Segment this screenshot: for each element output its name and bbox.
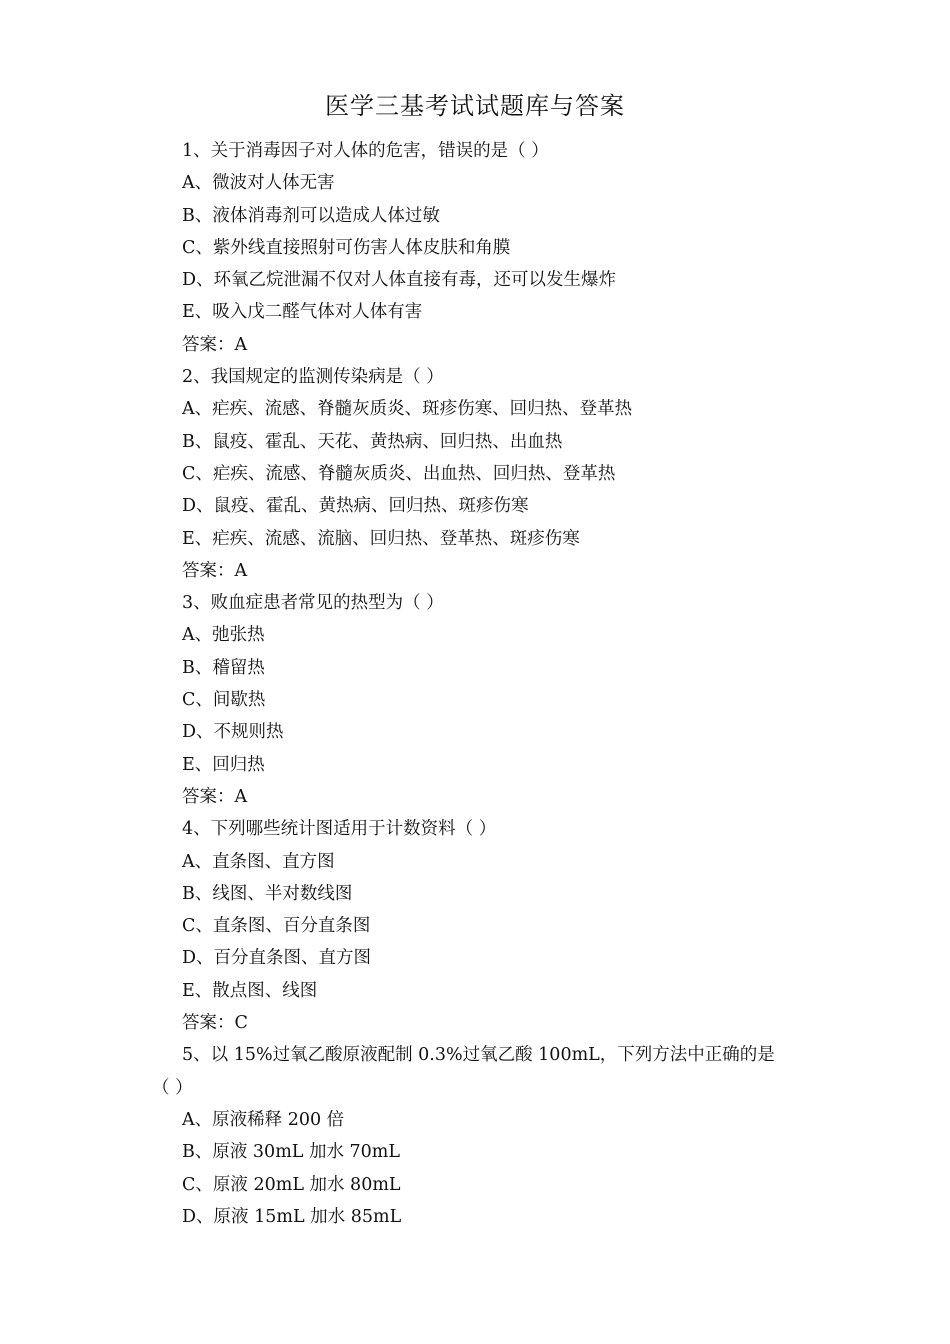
question-4-option-d: D、百分直条图、直方图 [182,948,372,969]
question-2-option-d: D、鼠疫、霍乱、黄热病、回归热、斑疹伤寒 [182,496,529,517]
question-1-option-e: E、吸入戊二醛气体对人体有害 [182,302,423,323]
question-2-option-a: A、疟疾、流感、脊髓灰质炎、斑疹伤寒、回归热、登革热 [182,399,633,420]
question-3-option-e: E、回归热 [182,754,265,775]
question-5-option-c: C、原液 20mL 加水 80mL [182,1174,401,1195]
question-1-option-d: D、环氧乙烷泄漏不仅对人体直接有毒，还可以发生爆炸 [182,270,617,291]
question-2-stem: 2、我国规定的监测传染病是（ ） [182,367,444,388]
question-1-option-c: C、紫外线直接照射可伤害人体皮肤和角膜 [182,237,511,258]
question-1-stem: 1、关于消毒因子对人体的危害，错误的是（ ） [182,141,549,161]
question-5-option-b: B、原液 30mL 加水 70mL [182,1142,401,1163]
question-5-stem: 5、以 15%过氧乙酸原液配制 0.3%过氧乙酸 100mL，下列方法中正确的是 [182,1045,775,1066]
question-2-answer: 答案：A [182,560,248,581]
question-1-option-a: A、微波对人体无害 [182,173,335,194]
question-4-stem: 4、下列哪些统计图适用于计数资料（ ） [182,819,497,840]
question-3-answer: 答案：A [182,786,248,807]
question-2-option-b: B、鼠疫、霍乱、天花、黄热病、回归热、出血热 [182,431,563,452]
question-3-option-c: C、间歇热 [182,690,266,711]
question-5-stem-continuation: （ ） [152,1077,193,1098]
question-3-option-b: B、稽留热 [182,657,265,678]
question-2-option-e: E、疟疾、流感、流脑、回归热、登革热、斑疹伤寒 [182,528,580,549]
document-body [152,135,792,1233]
question-1-answer: 答案：A [182,334,248,355]
question-5-option-a: A、原液稀释 200 倍 [182,1109,345,1130]
question-1-option-b: B、液体消毒剂可以造成人体过敏 [182,205,440,226]
question-4-option-e: E、散点图、线图 [182,980,318,1001]
question-3-stem: 3、败血症患者常见的热型为（ ） [182,593,444,614]
question-2-option-c: C、疟疾、流感、脊髓灰质炎、出血热、回归热、登革热 [182,463,616,484]
question-3-option-a: A、弛张热 [182,625,265,646]
question-4-option-c: C、直条图、百分直条图 [182,916,371,937]
document-title: 医学三基考试试题库与答案 [325,92,625,120]
question-4-option-a: A、直条图、直方图 [182,851,335,872]
question-4-option-b: B、线图、半对数线图 [182,883,353,904]
question-5-option-d: D、原液 15mL 加水 85mL [182,1206,402,1227]
question-3-option-d: D、不规则热 [182,722,284,743]
question-4-answer: 答案：C [182,1013,248,1034]
